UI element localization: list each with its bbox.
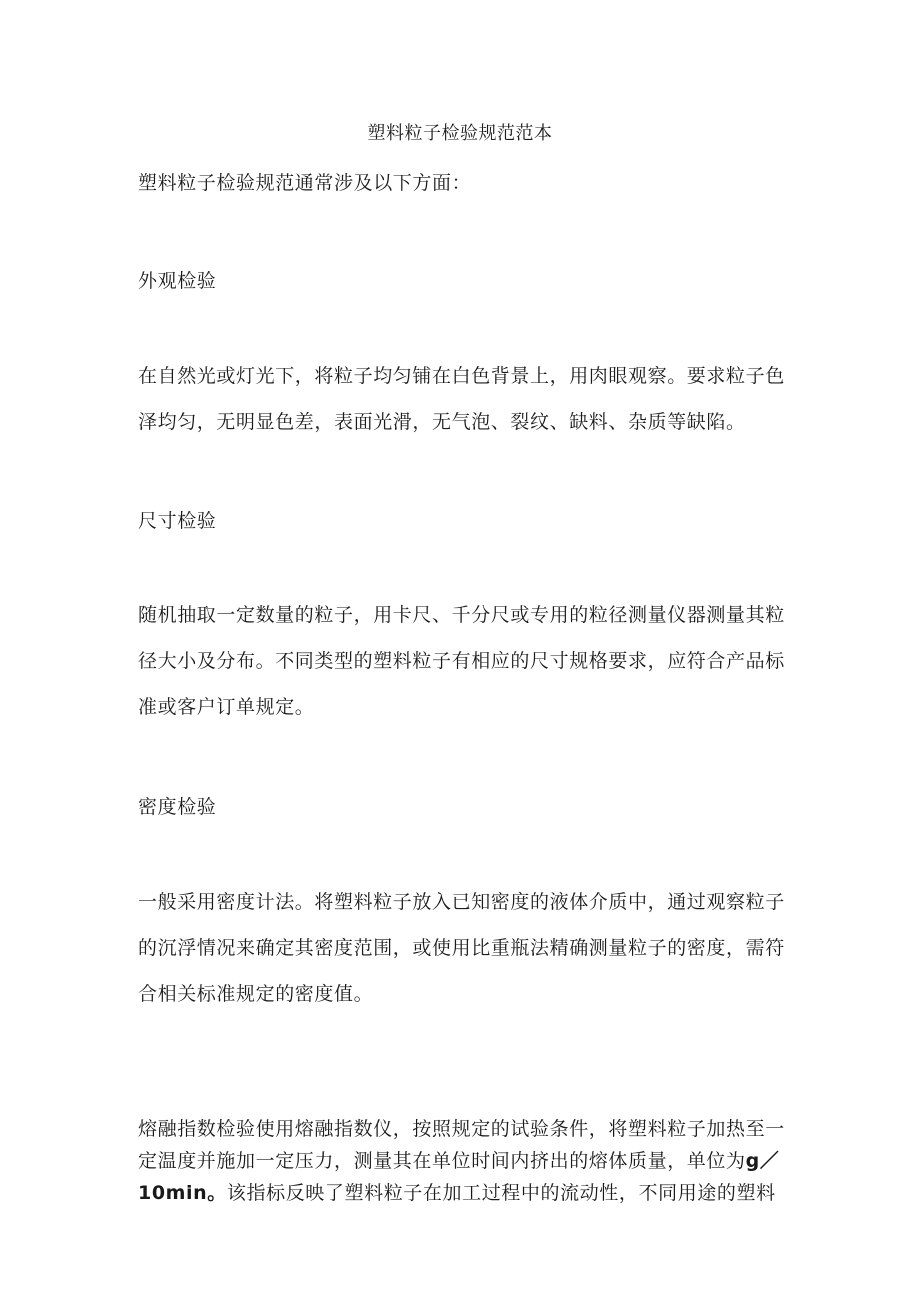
section-heading-appearance: 外观检验 xyxy=(138,270,217,292)
melt-index-unit: g／10min。 xyxy=(138,1150,780,1204)
melt-index-text-before: 熔融指数检验使用熔融指数仪，按照规定的试验条件，将塑料粒子加热至一定温度并施加一定压力，测量其在单位时间内挤出的熔体质量，单位为 xyxy=(138,1118,785,1172)
section-body-size: 随机抽取一定数量的粒子，用卡尺、千分尺或专用的粒径测量仪器测量其粒径大小及分布。不同类型的塑料粒子有相应的尺寸规格要求，应符合产品标准或客户订单规定。 xyxy=(138,604,785,718)
melt-index-paragraph xyxy=(138,1113,788,1209)
melt-index-text-after: 该指标反映了塑料粒子在加工过程中的流动性，不同用途的塑料 xyxy=(226,1182,776,1204)
section-body-density: 一般采用密度计法。将塑料粒子放入已知密度的液体介质中，通过观察粒子的沉浮情况来确定其密度范围，或使用比重瓶法精确测量粒子的密度，需符合相关标准规定的密度值。 xyxy=(138,891,785,1005)
document-title: 塑料粒子检验规范范本 xyxy=(367,123,553,144)
intro-paragraph: 塑料粒子检验规范通常涉及以下方面： xyxy=(138,172,472,194)
section-body-appearance: 在自然光或灯光下，将粒子均匀铺在白色背景上，用肉眼观察。要求粒子色泽均匀，无明显色差，表面光滑，无气泡、裂纹、缺料、杂质等缺陷。 xyxy=(138,365,785,433)
section-heading-size: 尺寸检验 xyxy=(138,510,217,532)
section-heading-density: 密度检验 xyxy=(138,796,217,818)
